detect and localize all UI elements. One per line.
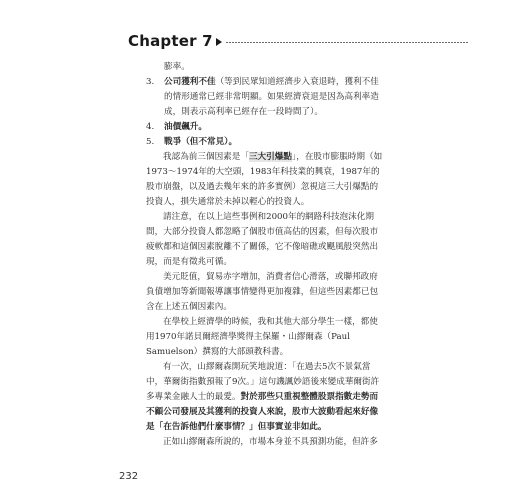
- page-number: 232: [119, 471, 139, 482]
- bold-text: 對於那些只重視整體股票指數走勢而不顧公司發展及其獲利的投資人來說，股市大波動看起來好像是「在告訴他們什麼事情？」但事實並非如此。: [146, 392, 379, 432]
- paragraph: 請注意，在以上這些事例和2000年的網路科技泡沫化期間，大部分投資人都忽略了個股市值高估的因素，但每次股市疲軟都和這個因素脫離不了關係，它不像暗礁或颶風般突然出現，而是有徵兆可循。: [146, 212, 379, 267]
- chapter-header: [128, 30, 468, 52]
- chapter-title: Chapter 7: [128, 32, 213, 50]
- list-item-3: [146, 75, 384, 120]
- paragraph: 正如山繆爾森所說的，市場本身並不具預測功能，但許多: [163, 437, 378, 447]
- paragraph: 有一次，山繆爾森開玩笑地說道：「在過去5次不景氣當中，華爾街指數預報了9次。」這句譏諷妙語後來變成華爾街許多專業金融人士的最愛。對於那些只重視整體股票指數走勢而不顧公司發展及其獲利的投資人來說，股市大波動看起來好像是「在告訴他們什麼事情？」但事實並非如此。: [146, 362, 380, 432]
- page-body: [146, 60, 384, 450]
- list-text: 戰爭（但不常見）。: [164, 137, 238, 147]
- list-text: 油價飆升。: [164, 122, 207, 132]
- list-continuation: 膨率。: [164, 62, 190, 72]
- list-number: 4.: [146, 122, 155, 132]
- list-number: 3.: [146, 77, 155, 87]
- paragraph: 在學校上經濟學的時候，我和其他大部分學生一樣，都使用1970年諾貝爾經濟學獎得主保羅・山繆爾森（Paul Samuelson）撰寫的大部頭教科書。: [146, 317, 378, 357]
- highlight-text: 三大引爆點: [248, 152, 292, 162]
- list-item-4: [146, 120, 384, 135]
- chapter-arrow-icon: [216, 38, 222, 46]
- paragraph: 我認為前三個因素是「三大引爆點」，在股市膨脹時期（如1973～1974年的大空頭，1983年科技業的興衰，1987年的股市崩盤，以及過去幾年來的許多實例）忽視這三大引爆點的投資人，損失通常於未掉以輕心的投資人。: [146, 152, 383, 207]
- header-rule: [226, 42, 468, 43]
- list-item-5: [146, 135, 384, 150]
- paragraph: 美元貶值，貿易赤字增加，消費者信心滑落，或聯邦政府負債增加等新聞報導讓事情變得更加複雜，但這些因素都已包含在上述五個因素內。: [146, 272, 379, 312]
- list-text: 公司獲利不佳（等到民眾知道經濟步入衰退時，獲利不佳的情形通常已經非常明顯。如果經濟衰退是因為高利率造成，則表示高利率已經存在一段時間了）。: [164, 77, 379, 117]
- list-number: 5.: [146, 137, 155, 147]
